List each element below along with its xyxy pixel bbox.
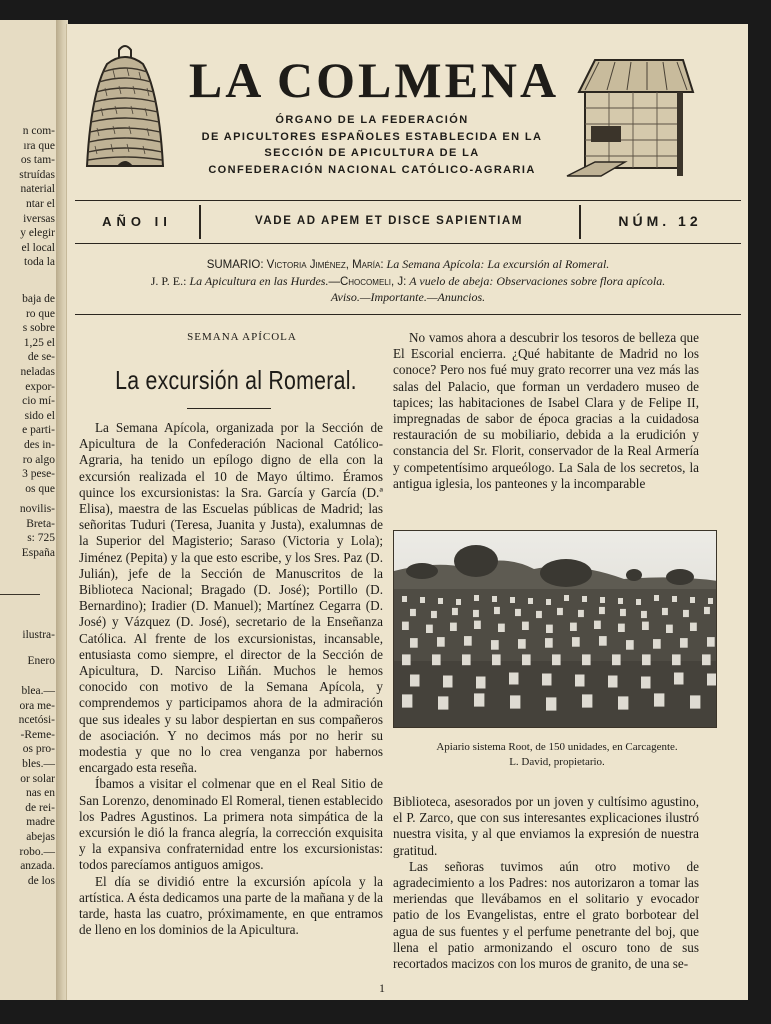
hive-box-mark xyxy=(402,622,409,630)
hive-box-mark xyxy=(641,677,651,689)
article-paragraph: El día se dividió entre la excursión apícola y la artística. A ésta dedicamos una parte de la mañana y de la tarde, hasta las cuatro, próximamente, en que entramos de lleno en los dominios de la Apicultura. xyxy=(79,873,383,938)
org-line: SECCIÓN DE APICULTURA DE LA xyxy=(264,147,480,159)
hive-box-mark xyxy=(492,654,501,665)
left-page-line: ro que xyxy=(25,307,55,320)
toc-author: —Chocomeli, J: xyxy=(328,275,407,288)
left-page-line: 3 pese- xyxy=(22,468,55,481)
toc-article-title: La Semana Apícola: La excursión al Romeral. xyxy=(386,257,610,271)
hive-box-mark xyxy=(620,609,626,616)
hive-box-mark xyxy=(680,638,688,648)
left-page-line: -Reme- xyxy=(20,728,55,741)
hive-box-mark xyxy=(570,623,577,631)
hive-box-mark xyxy=(474,693,484,706)
hive-box-mark xyxy=(515,609,521,616)
hive-box-mark xyxy=(582,596,587,602)
hive-box-mark xyxy=(542,674,552,686)
beehive-skep-icon xyxy=(83,42,167,174)
hive-box-mark xyxy=(582,654,591,665)
hive-box-mark xyxy=(431,611,437,618)
wooden-hive-icon xyxy=(565,52,697,184)
hive-box-mark xyxy=(476,677,486,689)
hive-box-mark xyxy=(666,625,673,633)
left-page-line: y elegir xyxy=(20,227,55,240)
hive-box-mark xyxy=(464,636,472,646)
hive-box-mark xyxy=(672,654,681,665)
newspaper-page xyxy=(66,24,748,1000)
hive-box-mark xyxy=(402,654,411,665)
left-page-line: sido el xyxy=(24,409,55,422)
hive-box-mark xyxy=(672,596,677,602)
masthead-title: LA COLMENA xyxy=(188,52,560,108)
left-page-line: abejas xyxy=(26,831,55,843)
left-page-line: de se- xyxy=(27,351,55,364)
hive-box-mark xyxy=(420,597,425,603)
hive-box-mark xyxy=(426,625,433,633)
left-page-line: ro algo xyxy=(22,453,55,466)
hive-box-mark xyxy=(545,638,553,648)
left-page-line: España xyxy=(21,546,55,559)
left-page-line: toda la xyxy=(24,256,55,269)
hive-box-mark xyxy=(456,599,461,605)
hive-box-mark xyxy=(462,654,471,665)
hive-box-mark xyxy=(510,695,520,708)
hive-box-mark xyxy=(437,637,445,647)
article-column-right-top xyxy=(393,330,699,492)
article-headline: La excursión al Romeral. xyxy=(115,365,357,395)
hive-box-mark xyxy=(662,608,668,615)
issue-band xyxy=(75,200,741,244)
hive-box-mark xyxy=(522,654,531,665)
article-paragraph: Biblioteca, asesorados por un joven y cultísimo agustino, el P. Zarco, que con sus interesantes explicaciones ilustró nuestra visita, y al que enviamos la expresión de nuestra gratitud. xyxy=(393,794,699,858)
left-page-line: novilis- xyxy=(19,503,55,515)
hive-box-mark xyxy=(612,654,621,665)
hive-box-mark xyxy=(557,608,563,615)
left-page-line: struídas xyxy=(19,168,55,181)
hive-box-mark xyxy=(642,654,651,665)
left-page-line: cio mí- xyxy=(22,395,55,408)
hive-box-mark xyxy=(546,599,551,605)
publisher-statement xyxy=(167,112,577,178)
left-page-line: de los xyxy=(27,874,55,887)
left-page-line: madre xyxy=(26,816,55,829)
hive-box-mark xyxy=(510,597,515,603)
hive-box-mark xyxy=(474,595,479,601)
hive-box-mark xyxy=(707,674,717,686)
issue-number: NÚM. 12 xyxy=(618,213,702,229)
toc-article-title: A vuelo de abeja: Observaciones sobre flora apícola. xyxy=(409,273,666,288)
hive-box-mark xyxy=(654,595,659,601)
left-page-line: naterial xyxy=(20,183,55,196)
article-paragraph: Íbamos a visitar el colmenar que en el Real Sitio de San Lorenzo, denominado El Romeral, tienen establecido los Padres Agustinos. La primera nota simpática de la excursión le dió la franca alegría, la corrección exquisita y la expansiva confraternidad entre los excursionistas: todos parecíamos antiguos amigos. xyxy=(79,776,383,873)
toc-author: J. P. E.: xyxy=(150,273,187,288)
hive-box-mark xyxy=(582,694,592,707)
hive-box-mark xyxy=(450,623,457,631)
left-page-line: robo.— xyxy=(19,845,55,858)
masthead xyxy=(67,24,749,194)
motto: VADE AD APEM ET DISCE SAPIENTIAM xyxy=(254,215,523,227)
left-page-line: nas en xyxy=(25,787,55,800)
hive-box-mark xyxy=(528,598,533,604)
left-page-line: el local xyxy=(21,241,55,254)
hive-box-mark xyxy=(674,673,684,685)
hive-box-mark xyxy=(683,610,689,617)
hive-box-mark xyxy=(492,596,497,602)
left-page-line: Breta- xyxy=(26,517,55,530)
hive-box-mark xyxy=(452,608,458,615)
hive-box-mark xyxy=(564,595,569,601)
article-paragraph: Las señoras tuvimos aún otro motivo de agradecimiento a los Padres: nos autorizaron a tomar las meriendas que llevábamos en el solitario y evocador patio de los Evangelistas, entre el grato borbotear del agua de sus fuentes y el perfume penetrante del boj, que llena el patio armonizando el oscuro tono de sus recortados macizos con los muros de granito, de una se- xyxy=(393,858,699,972)
article-column-right-bottom xyxy=(393,794,699,972)
hive-box-mark xyxy=(546,697,556,710)
org-line: DE APICULTORES ESPAÑOLES ESTABLECIDA EN LA xyxy=(201,130,543,143)
hive-box-mark xyxy=(599,607,605,614)
hive-box-mark xyxy=(618,696,628,709)
hive-box-mark xyxy=(708,598,713,604)
hive-box-mark xyxy=(642,622,649,630)
hive-box-mark xyxy=(509,673,519,685)
article-column-left xyxy=(79,420,383,939)
left-page-line: ora me- xyxy=(19,699,55,712)
toc-author: Victoria Jiménez, María: xyxy=(266,259,384,271)
hive-box-mark xyxy=(410,609,416,616)
org-line: ÓRGANO DE LA FEDERACIÓN xyxy=(275,114,469,126)
hive-box-mark xyxy=(690,623,697,631)
left-page-line: ilustra- xyxy=(22,629,55,641)
left-page-line: bles.— xyxy=(22,758,55,770)
left-page-line: e parti- xyxy=(22,424,55,437)
toc-label: SUMARIO: xyxy=(206,259,264,271)
hive-box-mark xyxy=(438,696,448,709)
hive-box-mark xyxy=(546,625,553,633)
hive-box-mark xyxy=(494,607,500,614)
headline-rule xyxy=(187,408,271,409)
hive-box-mark xyxy=(572,637,580,647)
hive-box-mark xyxy=(599,636,607,646)
issue-year: AÑO II xyxy=(102,214,172,229)
hive-box-mark xyxy=(636,599,641,605)
hive-box-mark xyxy=(432,654,441,665)
left-page-line: ntar el xyxy=(25,198,55,210)
left-page-line: ncetósi- xyxy=(18,714,55,727)
left-page-line: de rei- xyxy=(25,801,55,814)
hive-box-mark xyxy=(618,598,623,604)
hive-box-mark xyxy=(491,640,499,650)
org-line: CONFEDERACIÓN NACIONAL CATÓLICO-AGRARIA xyxy=(208,163,536,176)
caption-line: Apiario sistema Root, de 150 unidades, en Carcagente. xyxy=(436,741,678,753)
hive-box-mark xyxy=(594,621,601,629)
hive-box-mark xyxy=(626,640,634,650)
hive-box-mark xyxy=(552,654,561,665)
apiary-photograph xyxy=(393,530,717,728)
left-page-line: anzada. xyxy=(20,860,55,873)
toc-notices: Aviso.—Importante.—Anuncios. xyxy=(330,290,486,304)
hive-box-mark xyxy=(518,639,526,649)
hive-box-mark xyxy=(536,611,542,618)
left-page-line: neladas xyxy=(20,366,55,378)
hive-box-mark xyxy=(707,637,715,647)
hive-box-mark xyxy=(690,695,700,708)
left-page-line: 1,25 el xyxy=(23,336,55,349)
hive-box-mark xyxy=(575,675,585,687)
left-page-line: os que xyxy=(25,482,55,495)
hive-box-mark xyxy=(618,624,625,632)
left-page-line: n com- xyxy=(22,125,55,137)
left-page-line: expor- xyxy=(25,380,55,393)
left-page-line: os pro- xyxy=(22,743,55,756)
section-kicker: SEMANA APÍCOLA xyxy=(187,331,297,343)
hive-box-mark xyxy=(474,621,481,629)
hive-box-mark xyxy=(402,694,412,707)
photo-caption xyxy=(387,740,727,770)
left-page-line: baja de xyxy=(22,293,55,305)
hive-box-mark xyxy=(690,597,695,603)
hive-box-mark xyxy=(443,676,453,688)
section-divider xyxy=(75,314,741,315)
left-page-line: blea.— xyxy=(21,685,55,697)
hive-box-mark xyxy=(704,607,710,614)
hive-box-mark xyxy=(641,611,647,618)
hive-box-mark xyxy=(578,610,584,617)
left-facing-page xyxy=(0,20,58,1000)
hive-box-mark xyxy=(473,610,479,617)
left-page-line: os tam- xyxy=(20,154,55,167)
hive-box-mark xyxy=(402,596,407,602)
article-paragraph: No vamos ahora a descubrir los tesoros de belleza que El Escorial encierra. ¿Qué habitante de Madrid no los conoce? Pero nos fué muy grato recorrer una vez más las salas del Palacio, que forman un verdadero museo de tapices; las habitaciones de Isabel Clara y de Felipe II, impregnadas de sabor de época gracias a la cuidadosa restauración de su mobiliario, debida a la erudición y constancia del Sr. Florit, conservador de la Real Armería y competentísimo arqueólogo. La Sala de los secretos, la antigua iglesia, los panteones y la incomparable xyxy=(393,330,699,491)
hive-box-mark xyxy=(410,675,420,687)
hive-box-mark xyxy=(438,598,443,604)
left-page-line: Enero xyxy=(27,655,55,667)
hive-box-mark xyxy=(410,638,418,648)
caption-line: L. David, propietario. xyxy=(509,756,605,768)
hive-box-mark xyxy=(702,654,711,665)
left-page-line: ıra que xyxy=(23,139,55,152)
hive-box-mark xyxy=(498,624,505,632)
left-page-line: s sobre xyxy=(22,322,55,335)
left-page-line: iversas xyxy=(23,212,55,225)
table-of-contents xyxy=(81,257,735,306)
hive-box-mark xyxy=(600,597,605,603)
hive-box-mark xyxy=(608,676,618,688)
left-page-line: or solar xyxy=(20,772,55,785)
left-page-line: des in- xyxy=(24,439,55,451)
hive-box-mark xyxy=(653,639,661,649)
left-page-rule xyxy=(0,594,40,595)
hive-box-mark xyxy=(522,622,529,630)
left-page-line: s: 725 xyxy=(27,532,55,545)
hive-box-mark xyxy=(654,693,664,706)
toc-article-title: La Apicultura en las Hurdes. xyxy=(189,273,329,288)
article-paragraph: La Semana Apícola, organizada por la Sección de Apicultura de la Confederación Nacional Católico-Agraria, ha tenido un epílogo digno de ella con la excursión realizada el 10 de Mayo último. Éramos quince los excursionistas: la Sra. García y García (D.ª Elisa), maestra de las Escuelas públicas de Madrid; las señoritas Tuduri (Teresa, Juanita y Justa), exalumnas de la Superior del Magisterio; Saraso (Victoria y Lola); Jiménez (Pepita) y la que esto escribe, y los Sres. Paz (D. Julián), jefe de la Sección de Manuscritos de la Biblioteca Nacional; Bragado (D. José); Portillo (D. Bernardino); Iradier (D. Manuel); Martínez Cegarra (D. José) y Vázquez (D. José), secretario de la Enseñanza Católica. Al frente de los excursionistas, incansable, entusiasta como siempre, el director de la Sección de Apicultura, D. Narciso Liñán. Muchos le hemos conocido con motivo de la Semana Apícola, y comprendemos y participamos ahora de la admiración que sus ideales y su labor despiertan en sus compañeros de asociación. Y no decimos más por no herir su modestia y que no lo crea venganza por habernos encargado esta reseña. xyxy=(79,420,383,776)
page-number: 1 xyxy=(379,981,385,995)
